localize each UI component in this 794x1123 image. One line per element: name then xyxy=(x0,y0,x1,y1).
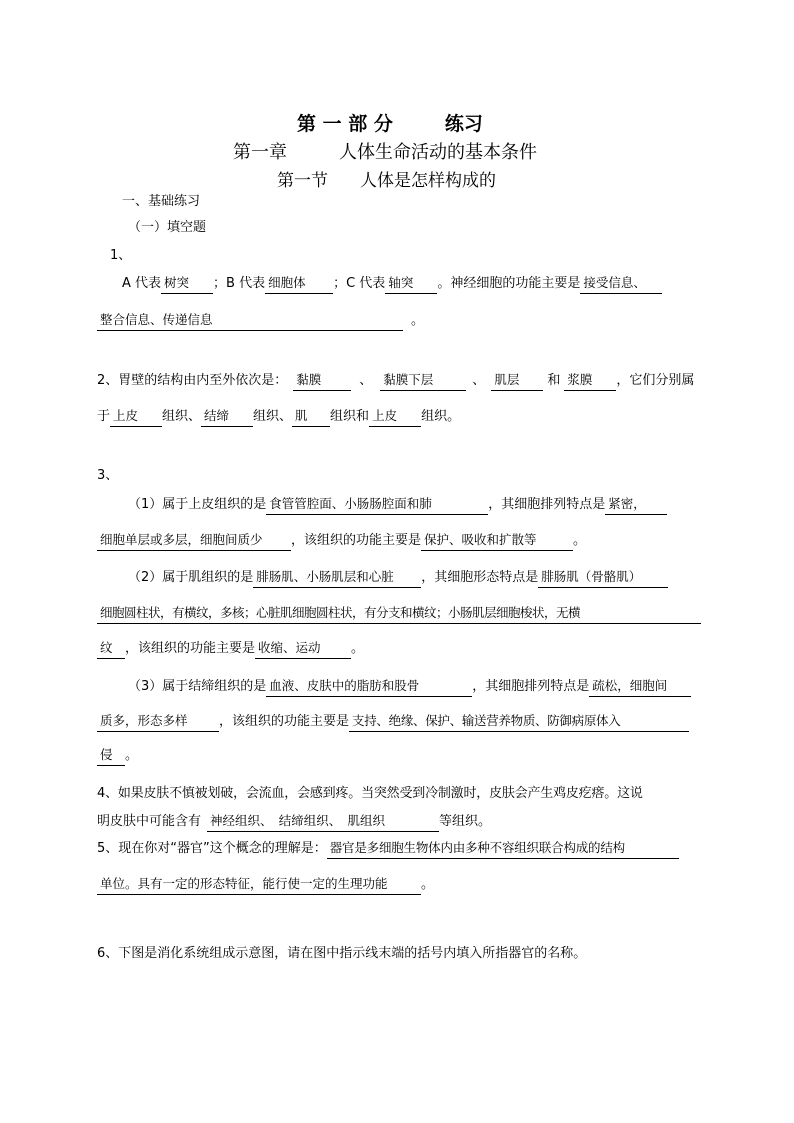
q1-line2 xyxy=(97,310,424,331)
q2-t1: 组织、 xyxy=(162,409,202,424)
q3-p3-func: ，该组织的功能主要是 xyxy=(219,714,350,729)
q3-p2-end: 。 xyxy=(351,641,365,656)
q3-p1-answer2a: 紧密， xyxy=(605,494,667,515)
q3-p2-mid: ，其细胞形态特点是 xyxy=(421,570,539,585)
q3-p3-line2 xyxy=(97,711,689,732)
section-name: 人体是怎样构成的 xyxy=(360,171,496,191)
q3-number: 3、 xyxy=(97,468,119,483)
q1-a-label: A 代表 xyxy=(122,276,162,291)
q2-layer1-answer: 黏膜 xyxy=(293,370,351,391)
q3-p2-answer2c: 纹 xyxy=(97,638,125,659)
q3-p1-line2 xyxy=(97,530,586,551)
q3-p3-answer1: 血液、皮肤中的脂肪和股骨 xyxy=(266,676,472,697)
q2-tissue4-answer: 上皮 xyxy=(369,406,421,427)
q2-tissue1-answer: 上皮 xyxy=(110,406,162,427)
q2-tissue3-answer: 肌 xyxy=(292,406,330,427)
section-number: 第一节 xyxy=(277,171,328,191)
q2-sep2: 、 xyxy=(472,373,486,388)
section-title xyxy=(277,171,496,191)
chapter-number: 第一章 xyxy=(233,142,287,163)
q1-func-label: 。神经细胞的功能主要是 xyxy=(437,276,581,291)
q1-func-answer-part2: 整合信息、传递信息 xyxy=(97,310,403,331)
q3-p2-line2 xyxy=(97,603,701,624)
q1-c-answer: 轴突 xyxy=(385,273,437,294)
q4-answer: 神经组织、 结缔组织、 肌组织 xyxy=(207,811,439,832)
q1-line1 xyxy=(122,273,662,294)
q2-sep1: 、 xyxy=(359,373,373,388)
q5-line1 xyxy=(97,838,679,859)
q1-number: 1、 xyxy=(110,248,132,263)
chapter-title xyxy=(233,143,537,163)
q2-layer4-answer: 浆膜 xyxy=(564,370,616,391)
basic-practice-heading: 一、基础练习 xyxy=(122,194,201,209)
q5-answer2: 单位。具有一定的形态特征，能行使一定的生理功能 xyxy=(97,874,421,895)
q1-end: 。 xyxy=(411,313,425,328)
q2-tissue2-answer: 结缔 xyxy=(201,406,253,427)
q5-end: 。 xyxy=(421,877,435,892)
q4-text2: 明皮肤中可能含有 xyxy=(97,814,202,829)
q3-p3-end: 。 xyxy=(125,748,139,763)
q3-p1-answer2b: 细胞单层或多层，细胞间质少 xyxy=(97,530,291,551)
q3-p1-func: ，该组织的功能主要是 xyxy=(291,533,422,548)
q4-end: 等组织。 xyxy=(439,814,492,829)
q2-layer3-answer: 肌层 xyxy=(491,370,543,391)
q3-p3-mid: ，其细胞排列特点是 xyxy=(472,679,590,694)
q2-text: 2、胃壁的结构由内至外依次是： xyxy=(97,373,288,388)
q3-p1-end: 。 xyxy=(573,533,587,548)
q3-p1-mid: ，其细胞排列特点是 xyxy=(488,497,606,512)
q1-c-label: ；C 代表 xyxy=(333,276,386,291)
q5-text: 5、现在你对“器官”这个概念的理解是： xyxy=(97,841,327,856)
q6-text: 6、下图是消化系统组成示意图，请在图中指示线末端的括号内填入所指器官的名称。 xyxy=(97,946,587,961)
q3-p1-line1 xyxy=(128,494,667,515)
q2-line1 xyxy=(97,370,694,391)
q1-b-label: ；B 代表 xyxy=(213,276,266,291)
q3-p3-answer2a: 疏松，细胞间 xyxy=(589,676,691,697)
q3-p1-answer1: 食管管腔面、小肠肠腔面和肺 xyxy=(266,494,488,515)
q2-layer2-answer: 黏膜下层 xyxy=(380,370,466,391)
q5-answer1: 器官是多细胞生物体内由多种不容组织联合构成的结构 xyxy=(327,838,679,859)
fill-in-heading: （一）填空题 xyxy=(128,220,207,235)
q2-text2: ，它们分别属 xyxy=(616,373,695,388)
q2-yu: 于 xyxy=(97,409,111,424)
q2-t3: 组织和 xyxy=(330,409,370,424)
q4-line2 xyxy=(97,811,491,832)
part-label: 第 一 部 分 xyxy=(297,113,393,135)
q1-b-answer: 细胞体 xyxy=(265,273,333,294)
q2-sep3: 和 xyxy=(547,373,561,388)
q3-p2-answer3: 收缩、运动 xyxy=(255,638,351,659)
q3-p2-func: ，该组织的功能主要是 xyxy=(125,641,256,656)
q3-p2-answer2a: 腓肠肌（骨骼肌） xyxy=(538,567,668,588)
q2-t2: 组织、 xyxy=(253,409,293,424)
q3-p3-line1 xyxy=(128,676,691,697)
q1-a-answer: 树突 xyxy=(161,273,213,294)
q2-line2 xyxy=(97,406,460,427)
q4-line1: 4、如果皮肤不慎被划破，会流血，会感到疼。当突然受到冷制激时，皮肤会产生鸡皮疙瘩。这说 xyxy=(97,786,643,801)
q3-p2-line3 xyxy=(97,638,364,659)
q3-p2-answer1: 腓肠肌、小肠肌层和心脏 xyxy=(253,567,421,588)
q1-func-answer-part1: 接受信息、 xyxy=(580,273,662,294)
q3-p2-answer2b: 细胞圆柱状，有横纹，多核；心脏肌细胞圆柱状，有分支和横纹；小肠肌层细胞梭状，无横 xyxy=(97,603,701,624)
q3-p3-line3 xyxy=(97,745,138,766)
practice-label: 练习 xyxy=(444,113,483,135)
q3-p2-line1 xyxy=(128,567,668,588)
q5-line2 xyxy=(97,874,434,895)
q3-p3-answer3a: 支持、绝缘、保护、输送营养物质、防御病原体入 xyxy=(349,711,689,732)
part-title xyxy=(297,114,483,134)
q3-p2-label: （2）属于肌组织的是 xyxy=(128,570,254,585)
q2-t4: 组织。 xyxy=(421,409,461,424)
chapter-name: 人体生命活动的基本条件 xyxy=(339,142,537,163)
q3-p1-label: （1）属于上皮组织的是 xyxy=(128,497,267,512)
q3-p3-answer3b: 侵 xyxy=(97,745,125,766)
q3-p3-answer2b: 质多，形态多样 xyxy=(97,711,219,732)
q3-p3-label: （3）属于结缔组织的是 xyxy=(128,679,267,694)
q3-p1-answer3: 保护、吸收和扩散等 xyxy=(421,530,573,551)
